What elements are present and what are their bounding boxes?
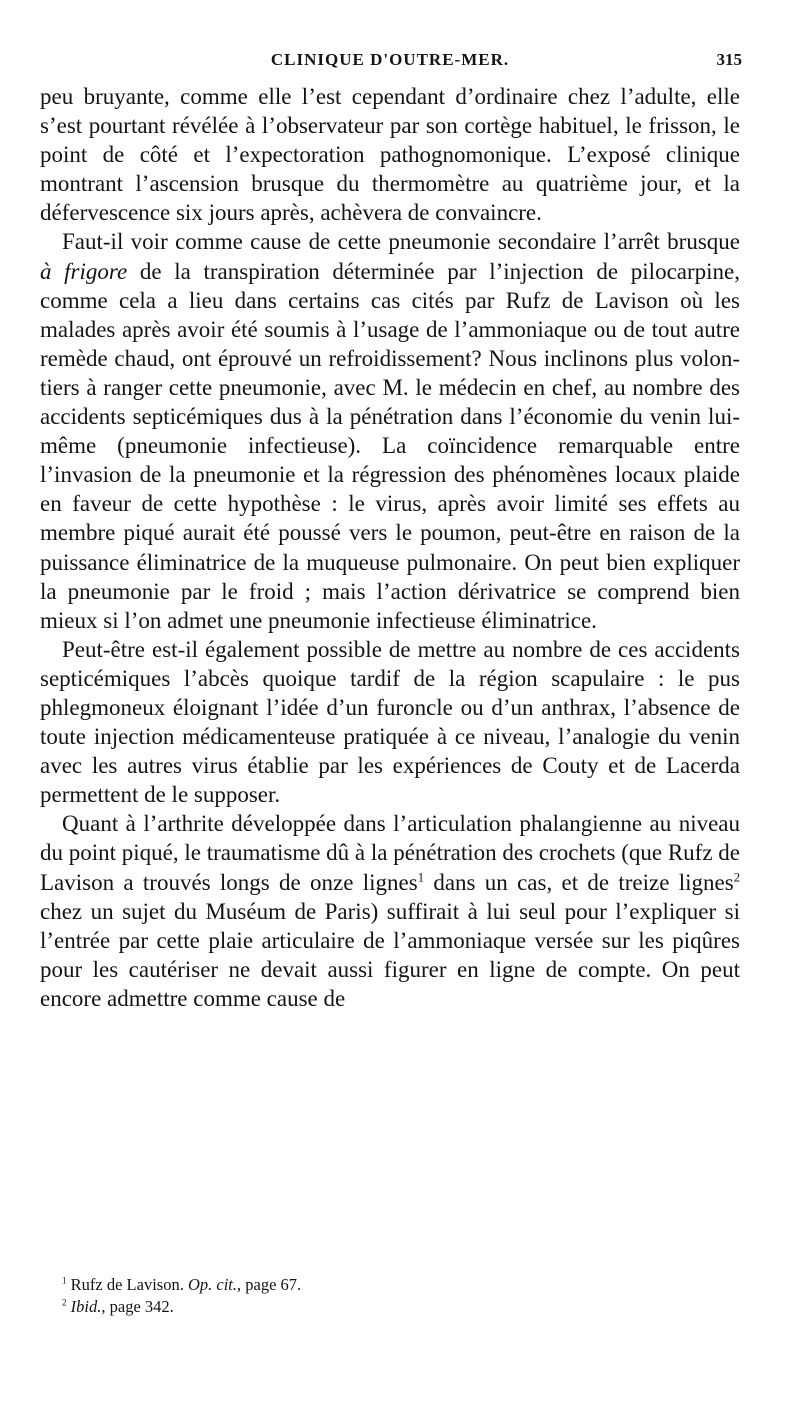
text-segment: , page 67. — [237, 1275, 302, 1294]
text-segment: chez un sujet du Muséum de Paris) suffirait à lui seul pour l’expliquer si l’entrée par cette plaie articulaire de l’ammoniaque versée sur les piqûres pour les cautériser ne devait aussi figurer en ligne de compte. On peut encore admettre comme cause de — [40, 898, 740, 1011]
text-segment: de la transpiration déterminée par l’injection de pilocarpine, comme cela a lieu dans certains cas cités par Rufz de Lavison où les malades après avoir été soumis à l’usage de l’ammoniaque ou de tout autre remède chaud, ont éprouvé un refroidissement? Nous inclinons plus volontiers à ranger cette pneumonie, avec M. le médecin en chef, au nombre des accidents septicémiques dus à la pénétration dans l’économie du venin lui-même (pneumonie infectieuse). La coïncidence remarquable entre l’invasion de la pneumonie et la régression des phénomènes locaux plaide en faveur de cette hypothèse : le virus, après avoir limité ses effets au membre piqué aurait été poussé vers le poumon, peut-être en raison de la puissance éliminatrice de la muqueuse pulmonaire. On peut bien expliquer la pneumonie par le froid ; mais l’action dérivatrice se comprend bien mieux si l’on admet une pneumonie infectieuse éliminatrice. — [40, 258, 740, 633]
text-segment: Peut-être est-il également possible de mettre au nombre de ces accidents septicémiques l’abcès quoique tardif de la région scapulaire : le pus phlegmoneux éloignant l’idée d’un furoncle ou d’un anthrax, l’absence de toute injection médicamenteuse pratiquée à ce niveau, l’analogie du venin avec les autres virus établie par les expériences de Couty et de Lacerda permettent de le supposer. — [40, 636, 740, 808]
footnote — [40, 1274, 740, 1296]
paragraph — [40, 82, 740, 227]
text-segment: dans un cas, et de treize lignes — [424, 869, 734, 895]
paragraph — [40, 809, 740, 1013]
footnote-reference: 1 — [417, 869, 425, 884]
running-head — [40, 50, 740, 74]
text-segment: peu bruyante, comme elle l’est cependant d’ordinaire chez l’adulte, elle s’est pourtant révélée à l’observateur par son cortège habituel, le frisson, le point de côté et l’expectoration pathognomonique. L’exposé clinique montrant l’ascension brusque du thermomètre au quatrième jour, et la défervescence six jours après, achèvera de convaincre. — [40, 84, 740, 226]
text-segment: Faut-il voir comme cause de cette pneumonie secondaire l’arrêt brusque — [62, 229, 740, 255]
page-number: 315 — [716, 50, 742, 69]
footnote-marker: 2 — [62, 1297, 67, 1308]
text-segment: Rufz de Lavison. — [70, 1275, 188, 1294]
footnote-reference: 2 — [733, 869, 741, 884]
footnote-marker: 1 — [62, 1275, 67, 1286]
running-title: CLINIQUE D'OUTRE-MER. — [270, 50, 510, 69]
text-segment: , page 342. — [101, 1297, 174, 1316]
paragraph — [40, 227, 740, 634]
italic-text: Op. cit. — [187, 1275, 238, 1294]
italic-text: Ibid. — [70, 1297, 102, 1316]
italic-text: à frigore — [40, 258, 128, 284]
paragraph — [40, 635, 740, 810]
footnote — [40, 1296, 740, 1318]
body-text — [40, 82, 740, 1013]
footnotes — [40, 1274, 740, 1318]
text-segment: Quant à l’arthrite développée dans l’articulation phalangienne au niveau du point piqué, le traumatisme dû à la pénétration des crochets (que Rufz de Lavison a trouvés longs de onze lignes — [40, 811, 740, 895]
